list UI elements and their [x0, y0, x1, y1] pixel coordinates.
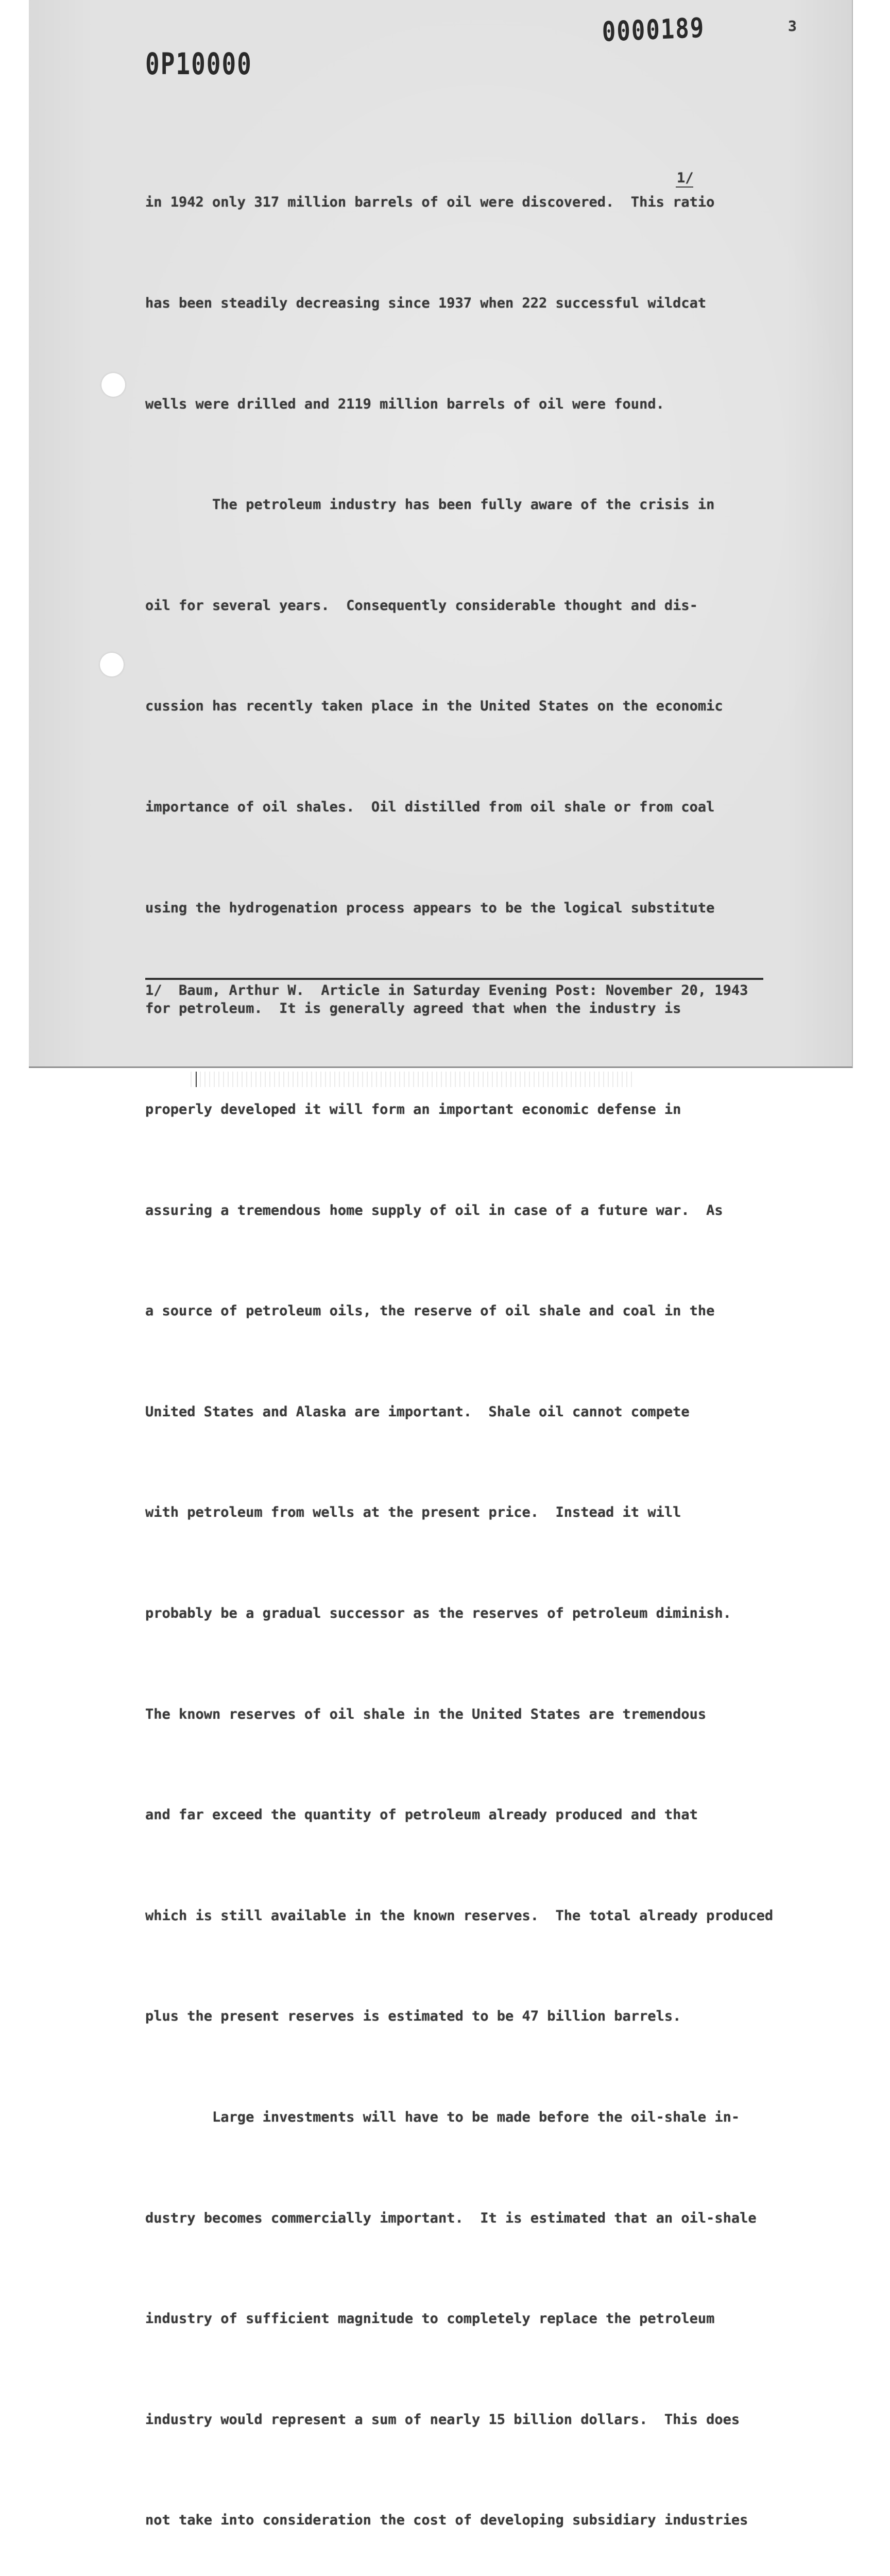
body-text	[145, 118, 773, 2576]
punch-hole	[100, 653, 124, 676]
text-line: dustry becomes commercially important. It is estimated that an oil-shale	[145, 2210, 757, 2226]
text-line: and far exceed the quantity of petroleum already produced and that	[145, 1807, 698, 1823]
text-line: industry of sufficient magnitude to completely replace the petroleum	[145, 2311, 715, 2327]
text-line: for petroleum. It is generally agreed that when the industry is	[145, 1001, 681, 1017]
text-line: a source of petroleum oils, the reserve of oil shale and coal in the	[145, 1303, 715, 1319]
text-line: industry would represent a sum of nearly 15 billion dollars. This does	[145, 2411, 740, 2428]
text-line: oil for several years. Consequently considerable thought and dis-	[145, 597, 698, 614]
text-line: Large investments will have to be made before the oil-shale in-	[145, 2109, 740, 2125]
page-serial-stamp: 0000189	[602, 12, 706, 48]
text-line: The known reserves of oil shale in the United States are tremendous	[145, 1706, 707, 1722]
footnote-mark-underline	[676, 187, 693, 188]
text-line: using the hydrogenation process appears to be the logical substitute	[145, 900, 715, 916]
footnote-reference-mark: 1/	[677, 170, 694, 186]
text-line: has been steadily decreasing since 1937 when 222 successful wildcat	[145, 295, 707, 312]
text-line: properly developed it will form an important economic defense in	[145, 1101, 681, 1117]
text-line: wells were drilled and 2119 million barrels of oil were found.	[145, 396, 664, 412]
text-line: United States and Alaska are important. Shale oil cannot compete	[145, 1403, 690, 1420]
text-line: in 1942 only 317 million barrels of oil were discovered. This ratio	[145, 194, 715, 211]
text-line: probably be a gradual successor as the reserves of petroleum diminish.	[145, 1605, 731, 1621]
document-code-stamp: 0P10000	[145, 46, 252, 81]
punch-hole	[101, 373, 125, 397]
text-line: cussion has recently taken place in the United States on the economic	[145, 698, 723, 715]
text-line: plus the present reserves is estimated to be 47 billion barrels.	[145, 2008, 681, 2025]
footnote-text: 1/ Baum, Arthur W. Article in Saturday Evening Post: November 20, 1943	[145, 982, 748, 998]
text-line: not take into consideration the cost of developing subsidiary industries	[145, 2512, 748, 2529]
text-line: assuring a tremendous home supply of oil in case of a future war. As	[145, 1202, 723, 1218]
page-number: 3	[788, 18, 797, 35]
text-line: which is still available in the known reserves. The total already produced	[145, 1907, 774, 1924]
text-line: The petroleum industry has been fully aware of the crisis in	[145, 497, 715, 513]
text-line: with petroleum from wells at the present price. Instead it will	[145, 1504, 681, 1521]
text-line: importance of oil shales. Oil distilled from oil shale or from coal	[145, 799, 715, 816]
